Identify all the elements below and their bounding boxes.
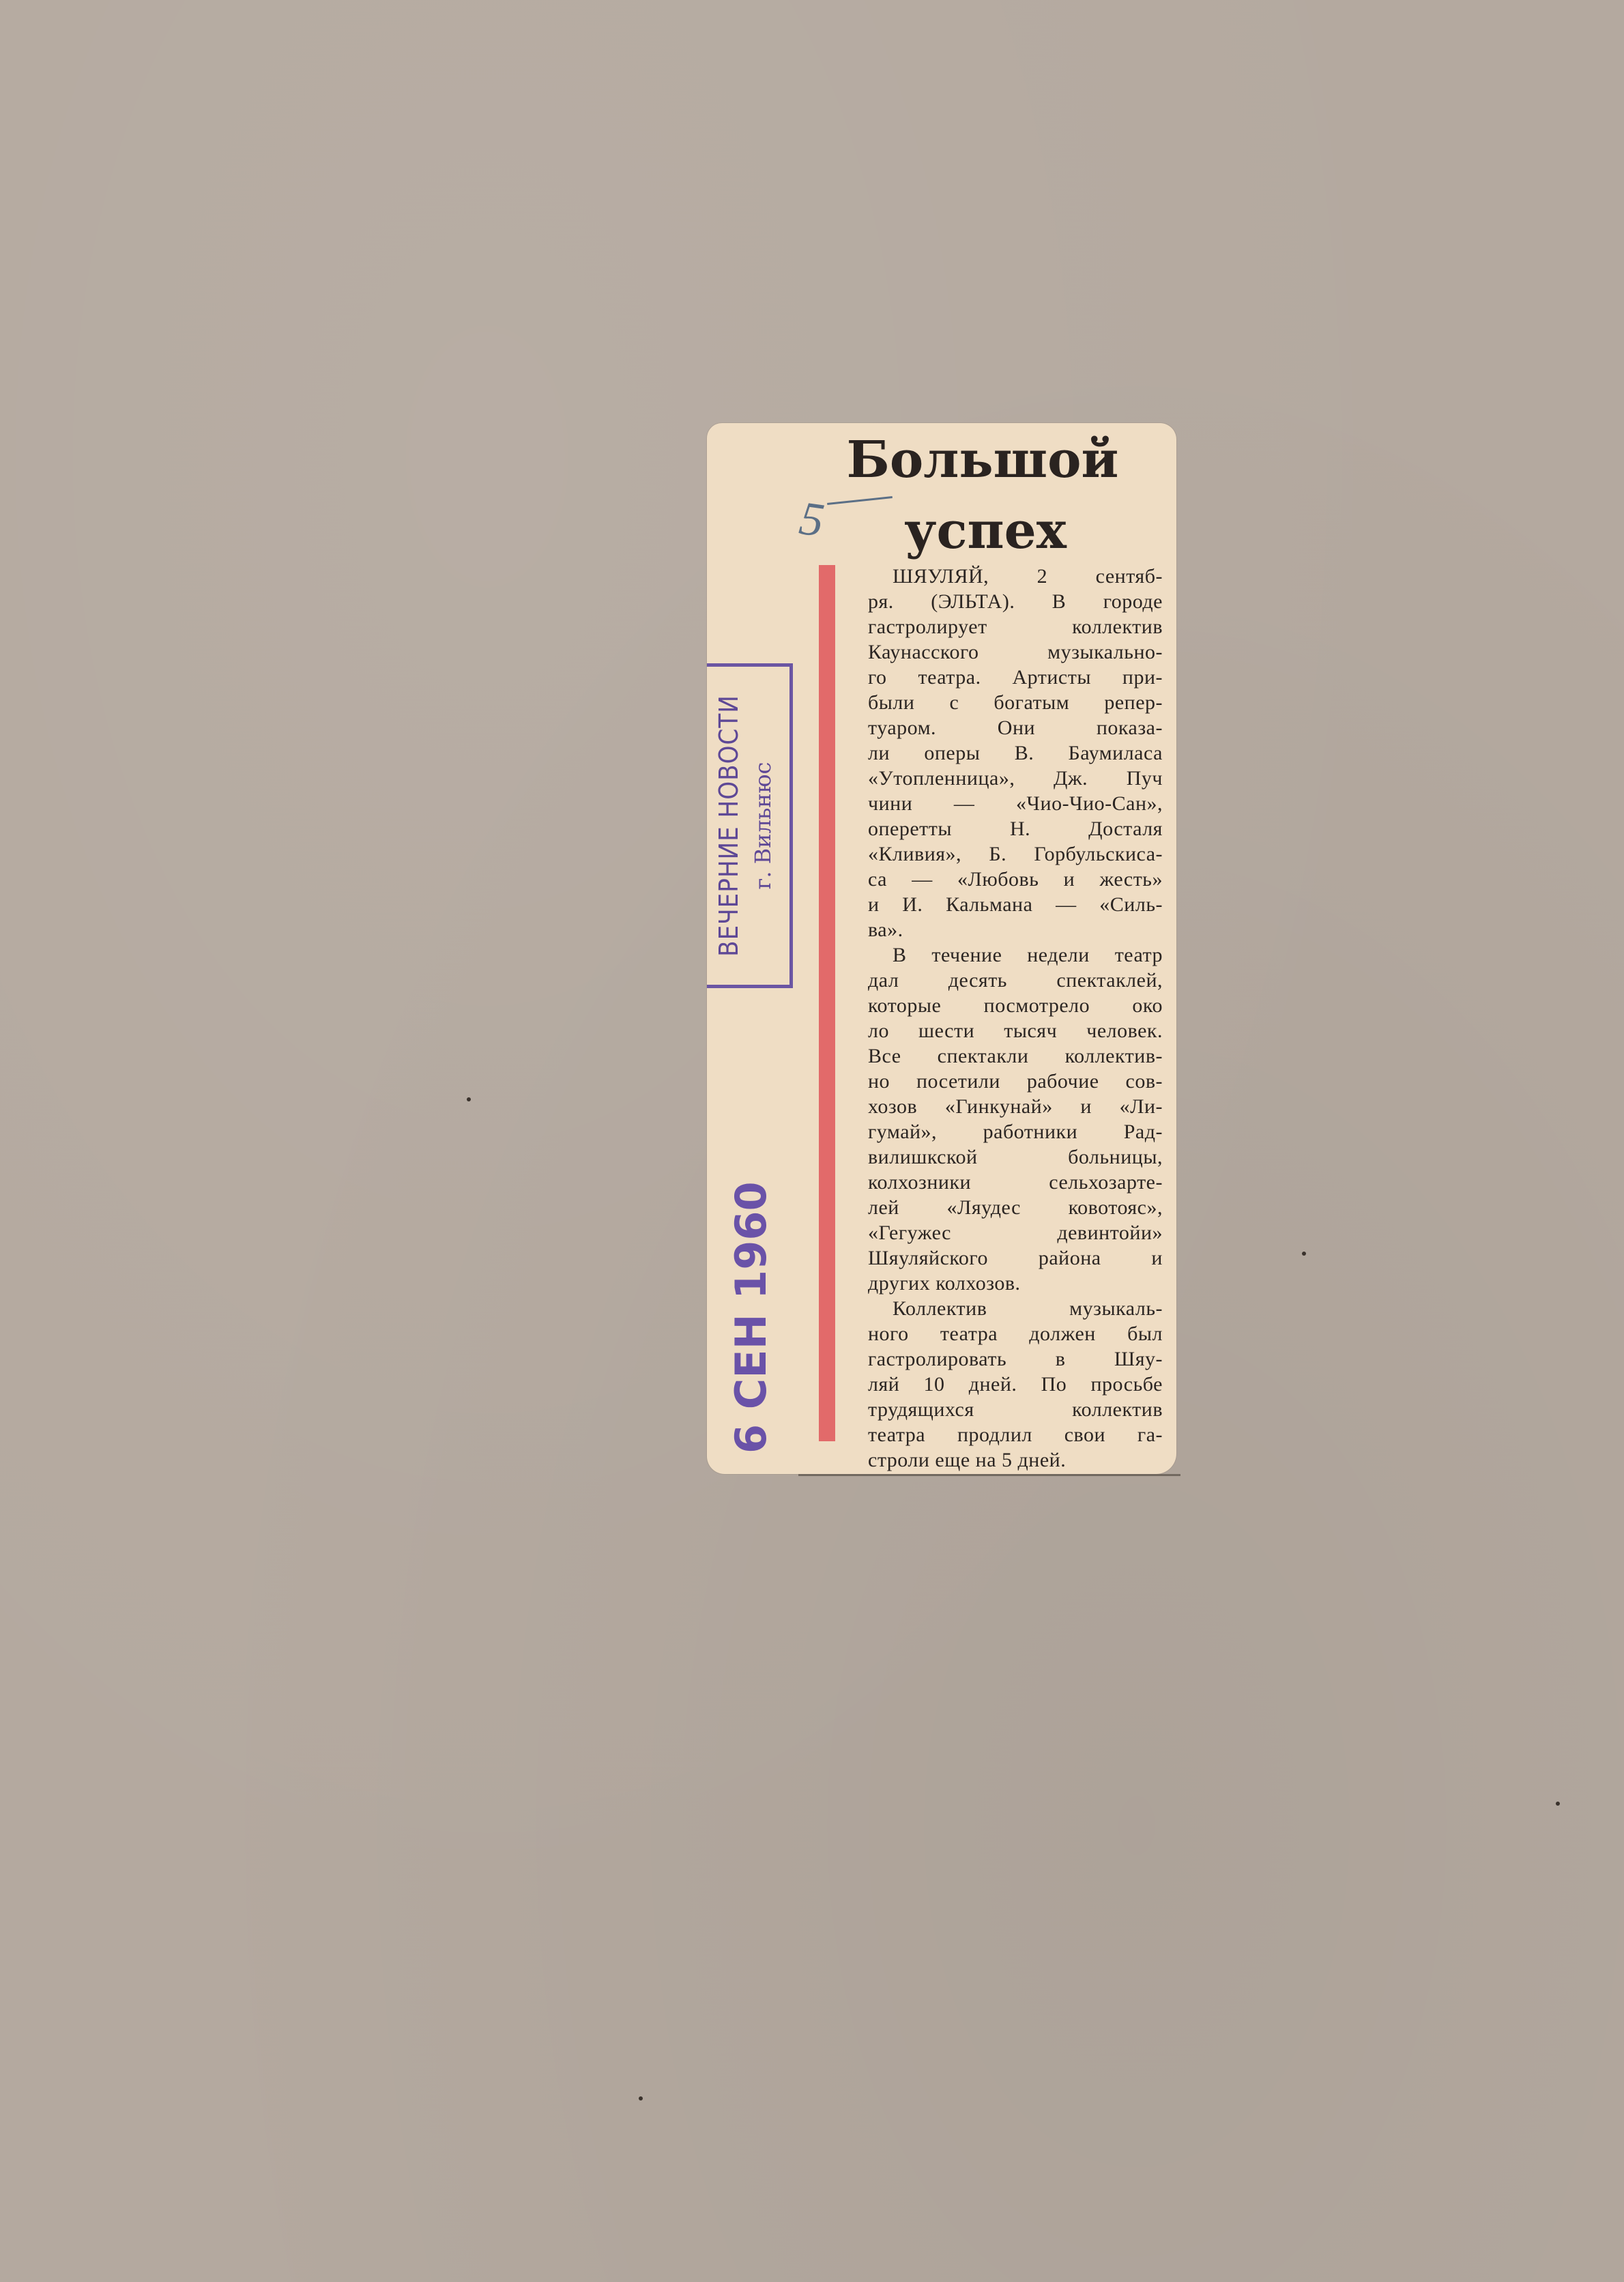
article-line: гумай», работники Рад- [868,1121,1163,1143]
article-line: строли еще на 5 дней. [868,1449,1067,1471]
article-line: Все спектакли коллектив- [868,1045,1163,1067]
stamp-text [711,669,786,983]
article-line: ляй 10 дней. По просьбе [868,1373,1163,1396]
headline-line-1: Большой [846,431,1119,489]
date-stamp-text: 6 СЕН 1960 [726,1181,776,1454]
article-line: Каунасского музыкально- [868,641,1163,663]
article-line: гастролирует коллектив [868,616,1163,638]
article-line: ШЯУЛЯЙ, 2 сентяб- [893,565,1163,588]
date-stamp [707,1181,796,1454]
article-line: лей «Ляудес ковотояс», [868,1196,1163,1219]
clipping-bottom-edge [798,1474,1180,1476]
article-line: ло шести тысяч человек. [868,1020,1163,1042]
newspaper-stamp [707,663,793,988]
article-line: театра продлил свои га- [868,1424,1163,1446]
handwritten-number: 5 [796,491,828,548]
article-line: туаром. Они показа- [868,717,1163,739]
article-line: ного театра должен был [868,1323,1163,1345]
article-line: гастролировать в Шяу- [868,1348,1163,1370]
stamp-newspaper-name: ВЕЧЕРНИЕ НОВОСТИ [713,695,744,957]
article-line: хозов «Гинкунай» и «Ли- [868,1095,1163,1118]
article-line: ли оперы В. Баумиласа [868,742,1163,764]
article-line: колхозники сельхозарте- [868,1171,1163,1194]
dust-speck [467,1097,471,1101]
article-line: «Утопленница», Дж. Пуч [868,767,1163,790]
article-line: Шяуляйского района и [868,1247,1163,1269]
article-line: «Кливия», Б. Горбульскиса- [868,843,1163,865]
article-line: но посетили рабочие сов- [868,1070,1163,1093]
red-margin-line [819,565,835,1441]
article-line: и И. Кальмана — «Силь- [868,893,1163,916]
dust-speck [1302,1252,1306,1256]
article-line: са — «Любовь и жесть» [868,868,1163,891]
article-line: В течение недели театр [893,944,1163,966]
article-line: трудящихся коллектив [868,1398,1163,1421]
article-line: «Гегужес девинтойи» [868,1222,1163,1244]
article-line: чини — «Чио-Чио-Сан», [868,792,1163,815]
dust-speck [1556,1802,1560,1806]
article-line: были с богатым репер- [868,691,1163,714]
article-body [868,564,1163,1473]
article-headline [805,424,1160,566]
article-line: вилишкской больницы, [868,1146,1163,1168]
article-line: дал десять спектаклей, [868,969,1163,992]
article-line: оперетты Н. Досталя [868,818,1163,840]
article-line: других колхозов. [868,1272,1021,1295]
article-line: ва». [868,919,903,941]
headline-line-2: успех [904,502,1067,560]
article-line: го театра. Артисты при- [868,666,1163,689]
stamp-city: г. Вильнюс [749,762,776,890]
dust-speck [639,2096,643,2100]
article-line: которые посмотрело око [868,994,1163,1017]
article-line: Коллектив музыкаль- [893,1297,1163,1320]
article-line: ря. (ЭЛЬТА). В городе [868,590,1163,613]
